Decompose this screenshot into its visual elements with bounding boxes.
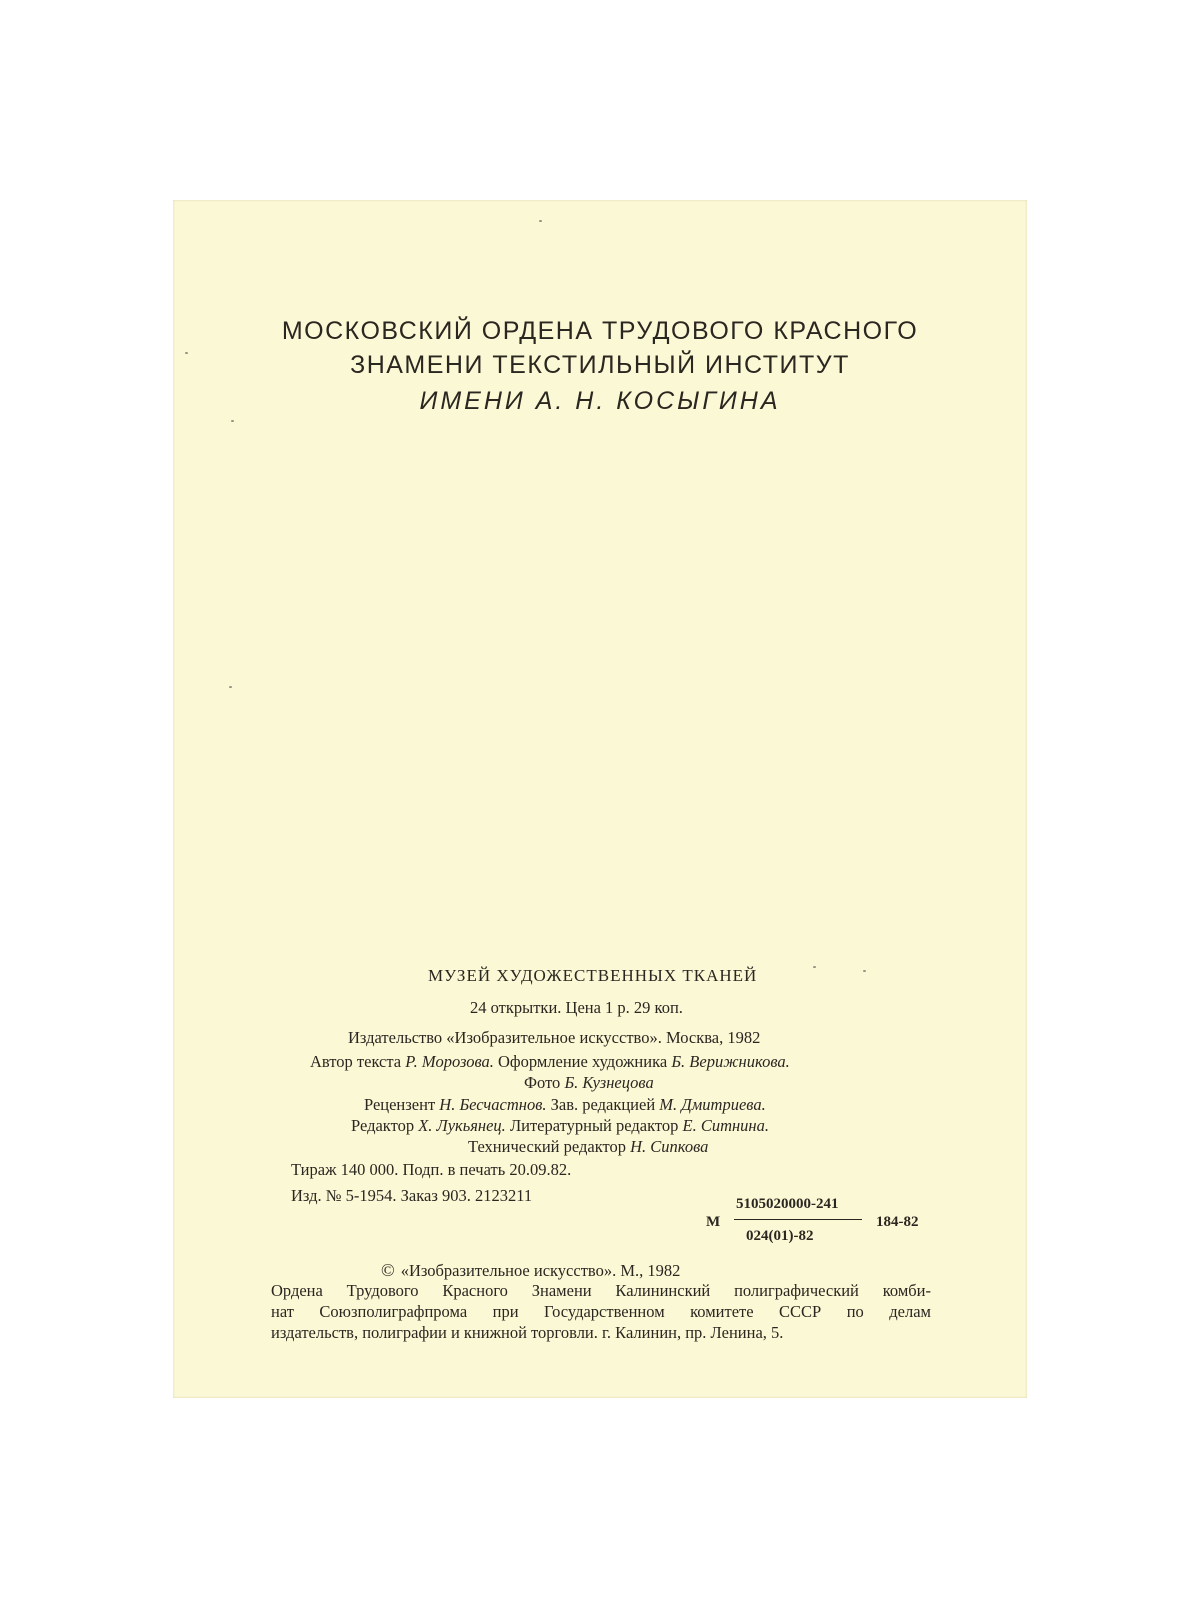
tech-editor-label: Технический редактор (468, 1137, 631, 1156)
editor-line (351, 1116, 769, 1136)
order-line: Изд. № 5-1954. Заказ 903. 2123211 (291, 1186, 533, 1205)
publisher-line: Издательство «Изобразительное искусство». Москва, 1982 (348, 1028, 761, 1047)
bbk-numerator: 5105020000-241 (736, 1196, 839, 1212)
photographer-name: Б. Кузнецова (564, 1073, 654, 1092)
bbk-index (706, 1196, 946, 1250)
author-name: Р. Морозова. (405, 1052, 494, 1071)
paper-speck (229, 686, 232, 688)
editor-label: Редактор (351, 1116, 419, 1135)
reviewer-label: Рецензент (364, 1095, 440, 1114)
copyright-line (381, 1260, 680, 1281)
set-title: МУЗЕЙ ХУДОЖЕСТВЕННЫХ ТКАНЕЙ (428, 966, 758, 985)
imprint-line-3: издательств, полиграфии и книжной торговли. г. Калинин, пр. Ленина, 5. (271, 1323, 784, 1342)
design-label: Оформление художника (493, 1052, 672, 1071)
reviewer-name: Н. Бесчастнов. (439, 1095, 547, 1114)
page-sheet (173, 200, 1027, 1398)
institute-name-line-1: МОСКОВСКИЙ ОРДЕНА ТРУДОВОГО КРАСНОГО (281, 317, 919, 345)
editor-name: Х. Лукьянец. (418, 1116, 506, 1135)
lit-editor-name: Е. Ситнина. (682, 1116, 769, 1135)
reviewer-line (364, 1095, 766, 1115)
tech-editor-name: Н. Сипкова (630, 1137, 709, 1156)
bbk-letter: М (706, 1214, 721, 1230)
paper-speck (813, 966, 816, 968)
price-line: 24 открытки. Цена 1 р. 29 коп. (470, 998, 683, 1017)
head-name: М. Дмитриева. (659, 1095, 766, 1114)
designer-name: Б. Верижникова. (671, 1052, 790, 1071)
imprint-line-2: нат Союзполиграфпрома при Государственном комитете СССР по делам (271, 1302, 931, 1321)
tech-editor-line (468, 1137, 708, 1157)
lit-editor-label: Литературный редактор (505, 1116, 683, 1135)
bbk-fraction-rule (734, 1219, 862, 1220)
institute-name-line-3: ИМЕНИ А. Н. КОСЫГИНА (419, 387, 781, 415)
print-run-line: Тираж 140 000. Подп. в печать 20.09.82. (291, 1160, 572, 1179)
imprint-line-1: Ордена Трудового Красного Знамени Калининский полиграфический комби- (271, 1281, 931, 1300)
bbk-code: 184-82 (876, 1214, 919, 1230)
bbk-denominator: 024(01)-82 (746, 1228, 814, 1244)
author-label: Автор текста (310, 1052, 406, 1071)
photo-label: Фото (524, 1073, 565, 1092)
author-line (310, 1052, 790, 1072)
photo-line (524, 1073, 654, 1093)
paper-speck (539, 220, 542, 222)
paper-speck (863, 970, 866, 972)
copyright-symbol: © (381, 1260, 395, 1280)
paper-speck (231, 420, 234, 422)
head-label: Зав. редакцией (546, 1095, 660, 1114)
institute-name-line-2: ЗНАМЕНИ ТЕКСТИЛЬНЫЙ ИНСТИТУТ (350, 351, 850, 379)
copyright-text: «Изобразительное искусство». М., 1982 (400, 1261, 681, 1280)
